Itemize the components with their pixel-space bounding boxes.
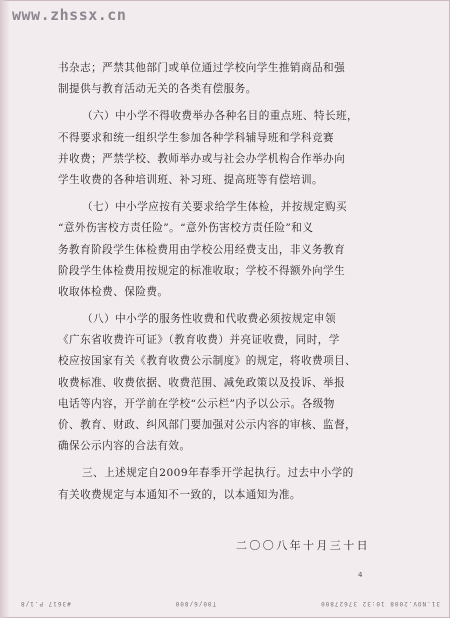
- site-watermark: www.zhssx.cn: [12, 6, 127, 24]
- fax-footer-right: #3617 P.1/8: [20, 600, 71, 607]
- document-body: [58, 58, 376, 506]
- paragraph-line: 务教育阶段学生体检费用由学校公用经费支出，非义务教育: [58, 243, 346, 256]
- paragraph-line: 阶段学生体检费用按规定的标准收取；学校不得额外向学生: [58, 264, 346, 277]
- fax-footer-middle: T00/6/800: [174, 600, 217, 607]
- paragraph-line: 收费标准、收费依据、收费范围、减免政策以及投诉、举报: [58, 376, 346, 389]
- paragraph-line: 有关收费规定与本通知不一致的，以本通知为准。: [58, 488, 301, 501]
- paragraph-line: 并收费；严禁学校、教师举办或与社会办学机构合作举办向: [58, 152, 346, 165]
- paragraph-line: 《广东省收费许可证》（教育收费）并亮证收费，同时，学: [58, 334, 340, 347]
- paragraph-line: 制提供与教育活动无关的各类有偿服务。: [58, 83, 257, 96]
- paragraph-line: 书杂志；严禁其他部门或单位通过学校向学生推销商品和强: [58, 62, 346, 74]
- scan-edge-shadow: [0, 0, 10, 618]
- paragraph-line: 价、教育、财政、纠风部门要加强对公示内容的审核、监督，: [58, 419, 357, 431]
- paragraph-line: 电话等内容，开学前在学校“公示栏”内予以公示。各级物: [58, 397, 335, 410]
- fax-footer-left: 31.NOV.2008 10:32 37627800: [320, 600, 440, 607]
- paragraph-line: 校应按国家有关《教育收费公示制度》的规定，将收费项目、: [58, 355, 357, 368]
- page-number: 4: [358, 571, 363, 579]
- paragraph-line: 学生收费的各种培训班、补习班、提高班等有偿培训。: [58, 173, 324, 186]
- signature-date: 二〇〇八年十月三十日: [236, 539, 370, 552]
- paragraph-line: “意外伤害校方责任险”。“意外伤害校方责任险”和义: [58, 222, 314, 235]
- paragraph-line: 收取体检费、保险费。: [58, 285, 169, 298]
- paragraph-line: （八）中小学的服务性收费和代收费必须按规定申领: [82, 313, 337, 326]
- paragraph-line: （六）中小学不得收费举办各种名目的重点班、特长班，: [82, 110, 359, 123]
- paragraph-line: 确保公示内容的合法有效。: [58, 440, 191, 453]
- paragraph-line: 不得要求和统一组织学生参加各种学科辅导班和学科竞赛: [58, 131, 335, 144]
- paragraph-line: 三、上述规定自2009年春季开学起执行。过去中小学的: [82, 467, 354, 480]
- paragraph-line: （七）中小学应按有关要求给学生体检，并按规定购买: [82, 201, 348, 214]
- fax-header-strip: [20, 600, 440, 607]
